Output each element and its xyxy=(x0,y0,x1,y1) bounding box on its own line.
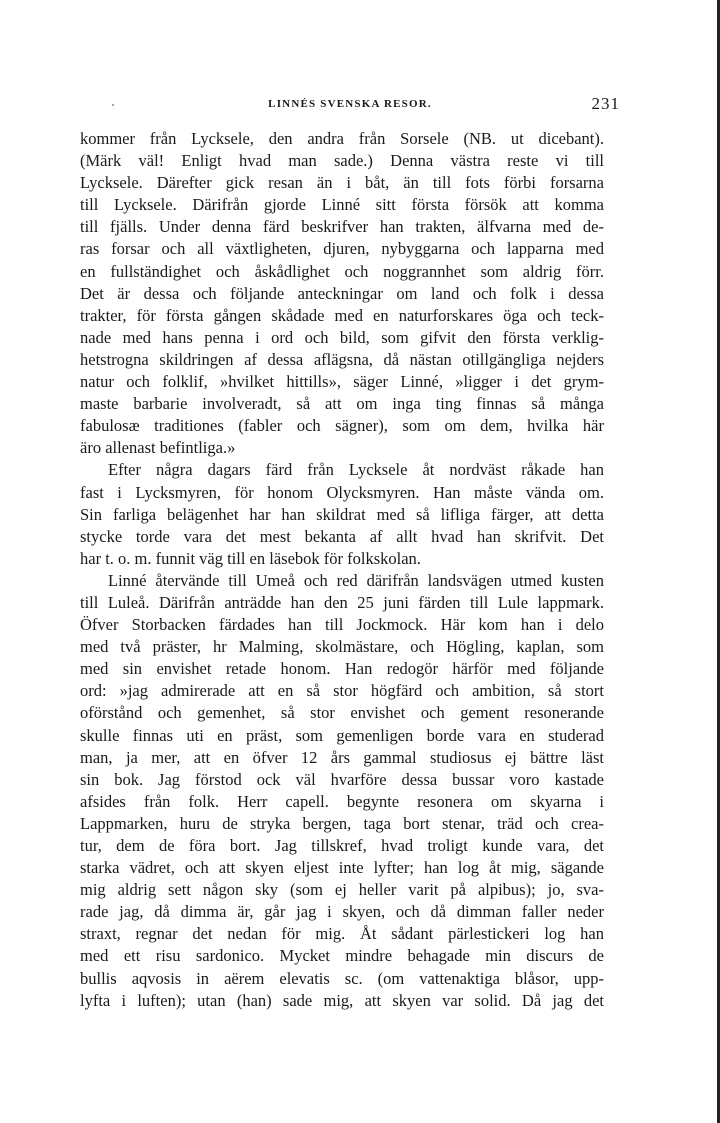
text-line: hetstrogna skildringen af dessa aflägsna, då nästan otillgängliga nejders xyxy=(80,349,604,369)
text-line: ord: »jag admirerade att en så stor högfärd och ambition, så stort xyxy=(80,681,604,701)
text-line: (Märk väl! Enligt hvad man sade.) Denna västra reste vi till xyxy=(80,151,604,171)
text-line: afsides från folk. Herr capell. begynte resonera om skyarna i xyxy=(80,791,604,811)
text-line: kommer från Lycksele, den andra från Sorsele (NB. ut dicebant). xyxy=(80,129,604,148)
running-title: LINNÉS SVENSKA RESOR. xyxy=(268,98,432,110)
text-line: tur, dem de föra bort. Jag tillskref, hvad troligt kunde vara, det xyxy=(80,836,604,855)
text-line: Lappmarken, huru de stryka bergen, taga bort stenar, träd och crea- xyxy=(80,813,604,833)
text-line: bullis aqvosis in aërem elevatis sc. (om vattenaktiga blåsor, upp- xyxy=(80,968,604,988)
text-line: till Lycksele. Därifrån gjorde Linné sitt första försök att komma xyxy=(80,195,604,215)
text-line: skulle finnas uti en präst, som gemenligen borde vara en studerad xyxy=(80,725,604,745)
text-line: äro allenast befintliga.» xyxy=(80,438,236,458)
page-number: 231 xyxy=(591,94,620,113)
text-line: man, ja mer, att en öfver 12 års gammal studiosus ej bättre läst xyxy=(80,747,604,767)
text-line: oförstånd och gemenhet, så stor envishet och gement resonerande xyxy=(80,703,604,723)
text-line: natur och folklif, »hvilket hittills», säger Linné, »ligger i det grym- xyxy=(80,372,604,392)
text-line: till fjälls. Under denna färd beskrifver han trakten, älfvarna med de- xyxy=(80,217,604,237)
text-line: Sin farliga belägenhet har han skildrat med så lifliga färger, att detta xyxy=(80,504,604,524)
text-line: Lycksele. Därefter gick resan än i båt, än till fots förbi forsarna xyxy=(80,173,604,193)
text-line: Linné återvände till Umeå och red därifrån landsvägen utmed kusten xyxy=(108,570,604,590)
text-line: en fullständighet och åskådlighet och noggrannhet som aldrig förr. xyxy=(80,261,604,281)
text-line: sin bok. Jag förstod ock väl hvarföre dessa bussar voro kastade xyxy=(80,769,604,789)
text-line: Efter några dagars färd från Lycksele åt nordväst råkade han xyxy=(108,460,604,480)
text-line: med sin envishet retade honom. Han redogör härför med följande xyxy=(80,659,604,679)
text-line: lyfta i luften); utan (han) sade mig, att skyen var solid. Då jag det xyxy=(80,990,604,1010)
text-line: stycke torde vara det mest bekanta af allt hvad han skrifvit. Det xyxy=(80,526,604,546)
text-line: med ett risu sardonico. Mycket mindre behagade min discurs de xyxy=(80,946,604,966)
text-line: fast i Lycksmyren, för honom Olycksmyren. Han måste vända om. xyxy=(80,482,604,502)
text-line: Öfver Storbacken färdades han till Jockmock. Här kom han i delo xyxy=(80,615,604,635)
text-line: rade jag, då dimma är, går jag i skyen, och då dimman faller neder xyxy=(80,902,604,922)
text-line: nade med hans penna i ord och bild, som gifvit den första verklig- xyxy=(80,327,604,347)
text-line: starka vädret, och att skyen eljest inte lyfter; han log åt mig, sägande xyxy=(80,858,604,878)
text-line: mig aldrig sett någon sky (som ej heller varit på alpibus); jo, sva- xyxy=(80,880,604,900)
text-line: fabulosæ traditiones (fabler och sägner), som om dem, hvilka här xyxy=(80,416,604,436)
text-line: ras forsar och all växtligheten, djuren, nybyggarna och lapparna med xyxy=(80,239,604,259)
text-line: har t. o. m. funnit väg till en läsebok för folkskolan. xyxy=(80,548,421,568)
text-line: trakter, för första gången skådade med en naturforskares öga och teck- xyxy=(80,305,604,325)
text-line: straxt, regnar det nedan för mig. Åt sådant pärlestickeri log han xyxy=(80,924,604,944)
text-line: Det är dessa och följande anteckningar om land och folk i dessa xyxy=(80,283,604,303)
text-line: med två präster, hr Malming, skolmästare, och Högling, kaplan, som xyxy=(80,637,604,657)
text-line: maste barbarie involveradt, så att om inga ting finnas så många xyxy=(80,394,604,414)
body-text xyxy=(80,128,604,1012)
text-line: till Luleå. Därifrån anträdde han den 25 juni färden till Lule lappmark. xyxy=(80,592,604,612)
page-header xyxy=(80,94,620,118)
